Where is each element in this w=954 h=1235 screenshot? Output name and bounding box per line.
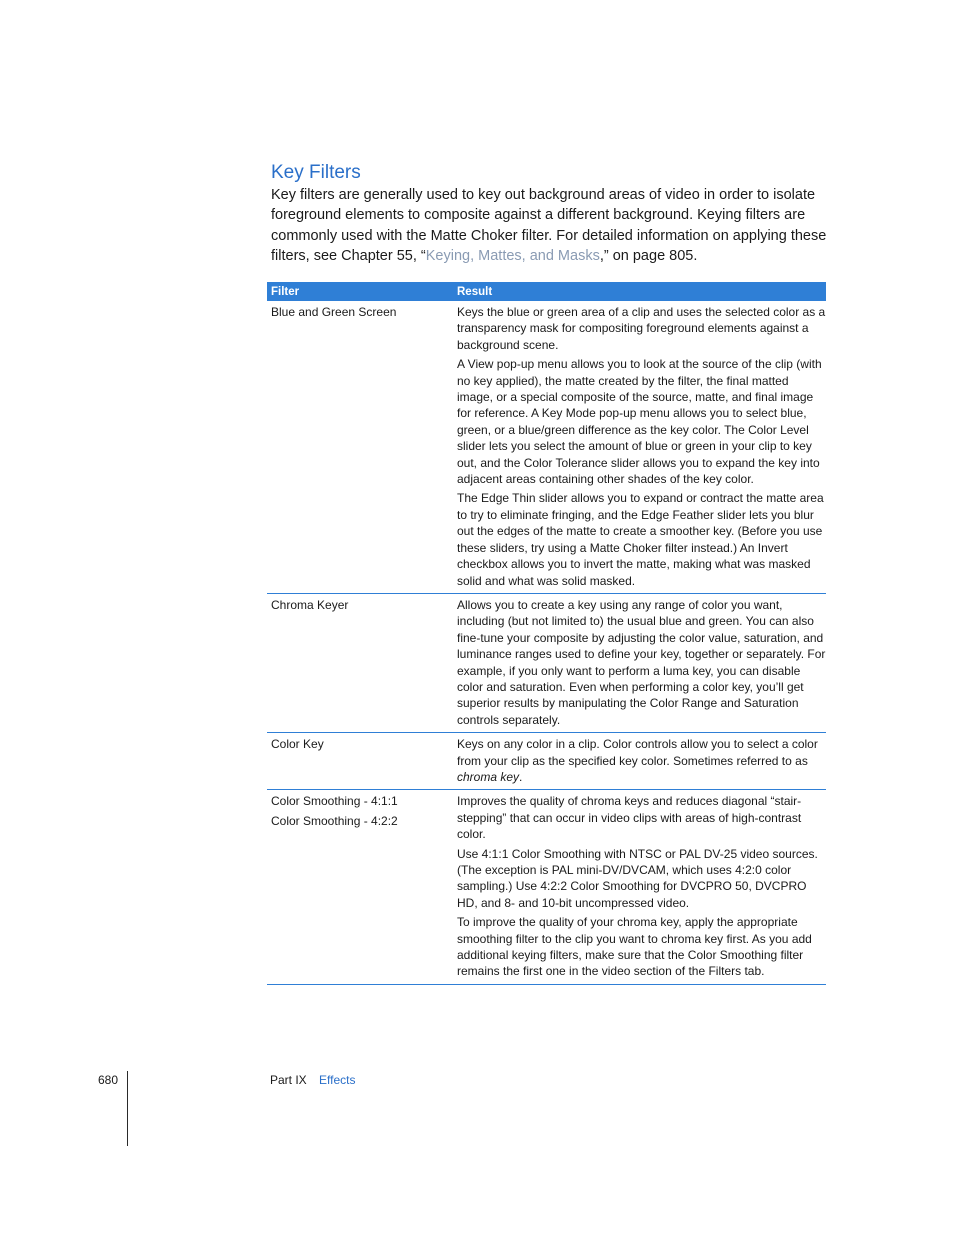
part-label: Part IX [270, 1073, 307, 1087]
filter-name: Color Smoothing - 4:1:1 [271, 794, 398, 809]
filter-cell [267, 597, 453, 728]
page-number: 680 [98, 1073, 119, 1087]
table-row [267, 790, 826, 984]
result-paragraph: A View pop-up menu allows you to look at the source of the clip (with no key applied), the matte created by the filter, the final matted image, or a special composite of the source, matte, and final image for reference. A Key Mode pop-up menu allows you to select blue, green, or a blue/green difference as the key color. The Color Level slider lets you select the amount of blue or green in your clip to key out, and the Color Tolerance slider allows you to expand the key into adjacent areas containing other shades of the key color. [457, 357, 822, 487]
table-row [267, 733, 826, 790]
filter-cell [267, 793, 453, 979]
result-paragraph: Allows you to create a key using any range of color you want, including (but not limited to) the usual blue and green. You can also fine-tune your composite by adjusting the color value, saturation, and luminance ranges used to define your key, together or separately. For example, if you only want to perform a luma key, you can disable color and saturation. Even when performing a color key, you’ll get superior results by manipulating the Color Range and Saturation controls separately. [457, 597, 826, 727]
result-cell [453, 304, 826, 589]
result-emphasis: chroma key [457, 769, 520, 784]
header-filter: Filter [271, 285, 300, 298]
result-paragraph: Improves the quality of chroma keys and reduces diagonal “stair-stepping” that can occur in video clips with areas of high-contrast color. [457, 794, 802, 842]
section-title: Key Filters [271, 162, 361, 183]
filter-name: Chroma Keyer [271, 597, 349, 612]
filter-name: Blue and Green Screen [271, 305, 397, 319]
part-name-link[interactable]: Effects [319, 1073, 356, 1087]
table-header [267, 282, 826, 301]
header-result: Result [457, 285, 493, 298]
intro-paragraph [271, 185, 827, 267]
result-text: Keys on any color in a clip. Color controls allow you to select a color from your clip as the specified key color. Sometimes referred to as [457, 737, 818, 768]
table-row [267, 301, 826, 594]
result-paragraph [457, 736, 826, 785]
filter-name: Color Key [271, 737, 324, 752]
table-row [267, 594, 826, 733]
result-cell [453, 736, 826, 785]
result-paragraph: To improve the quality of your chroma key, apply the appropriate smoothing filter to the clip you want to chroma key first. As you add additional keying filters, make sure that the Color Smoothing filter remains the first one in the video section of the Filters tab. [457, 915, 812, 979]
intro-text: Key filters are generally used to key out background areas of video in order to isolate foreground elements to composite against a different background. Keying filters are commonly used with the Matte Choker filter. For detailed information on applying these filters, see Chapter 55, “ [271, 187, 827, 265]
filter-name: Color Smoothing - 4:2:2 [271, 813, 398, 828]
result-paragraph: The Edge Thin slider allows you to expand or contract the matte area to try to eliminate fringing, and the Edge Feather slider lets you blur out the edges of the matte to create a smoother key. (Before you use these sliders, try using a Matte Choker filter instead.) An Invert checkbox allows you to invert the matte, making what was masked solid and what was solid masked. [457, 491, 824, 588]
filter-cell [267, 304, 453, 589]
cross-reference-link[interactable]: Keying, Mattes, and Masks [425, 248, 600, 265]
result-cell [453, 597, 826, 728]
result-cell [453, 793, 826, 979]
result-paragraph: Use 4:1:1 Color Smoothing with NTSC or PAL DV-25 video sources. (The exception is PAL mini-DV/DVCAM, which uses 4:2:0 color sampling.) Use 4:2:2 Color Smoothing for DVCPRO 50, DVCPRO HD, and 8- and 10-bit uncompressed video. [457, 846, 818, 910]
result-paragraph: Keys the blue or green area of a clip and uses the selected color as a transparency mask for compositing foreground elements against a background scene. [457, 305, 826, 352]
footer-divider [127, 1071, 128, 1146]
result-text-end: . [519, 769, 523, 784]
intro-tail: ,” on page 805. [599, 248, 698, 265]
key-filters-table [267, 282, 826, 985]
filter-cell [267, 736, 453, 785]
